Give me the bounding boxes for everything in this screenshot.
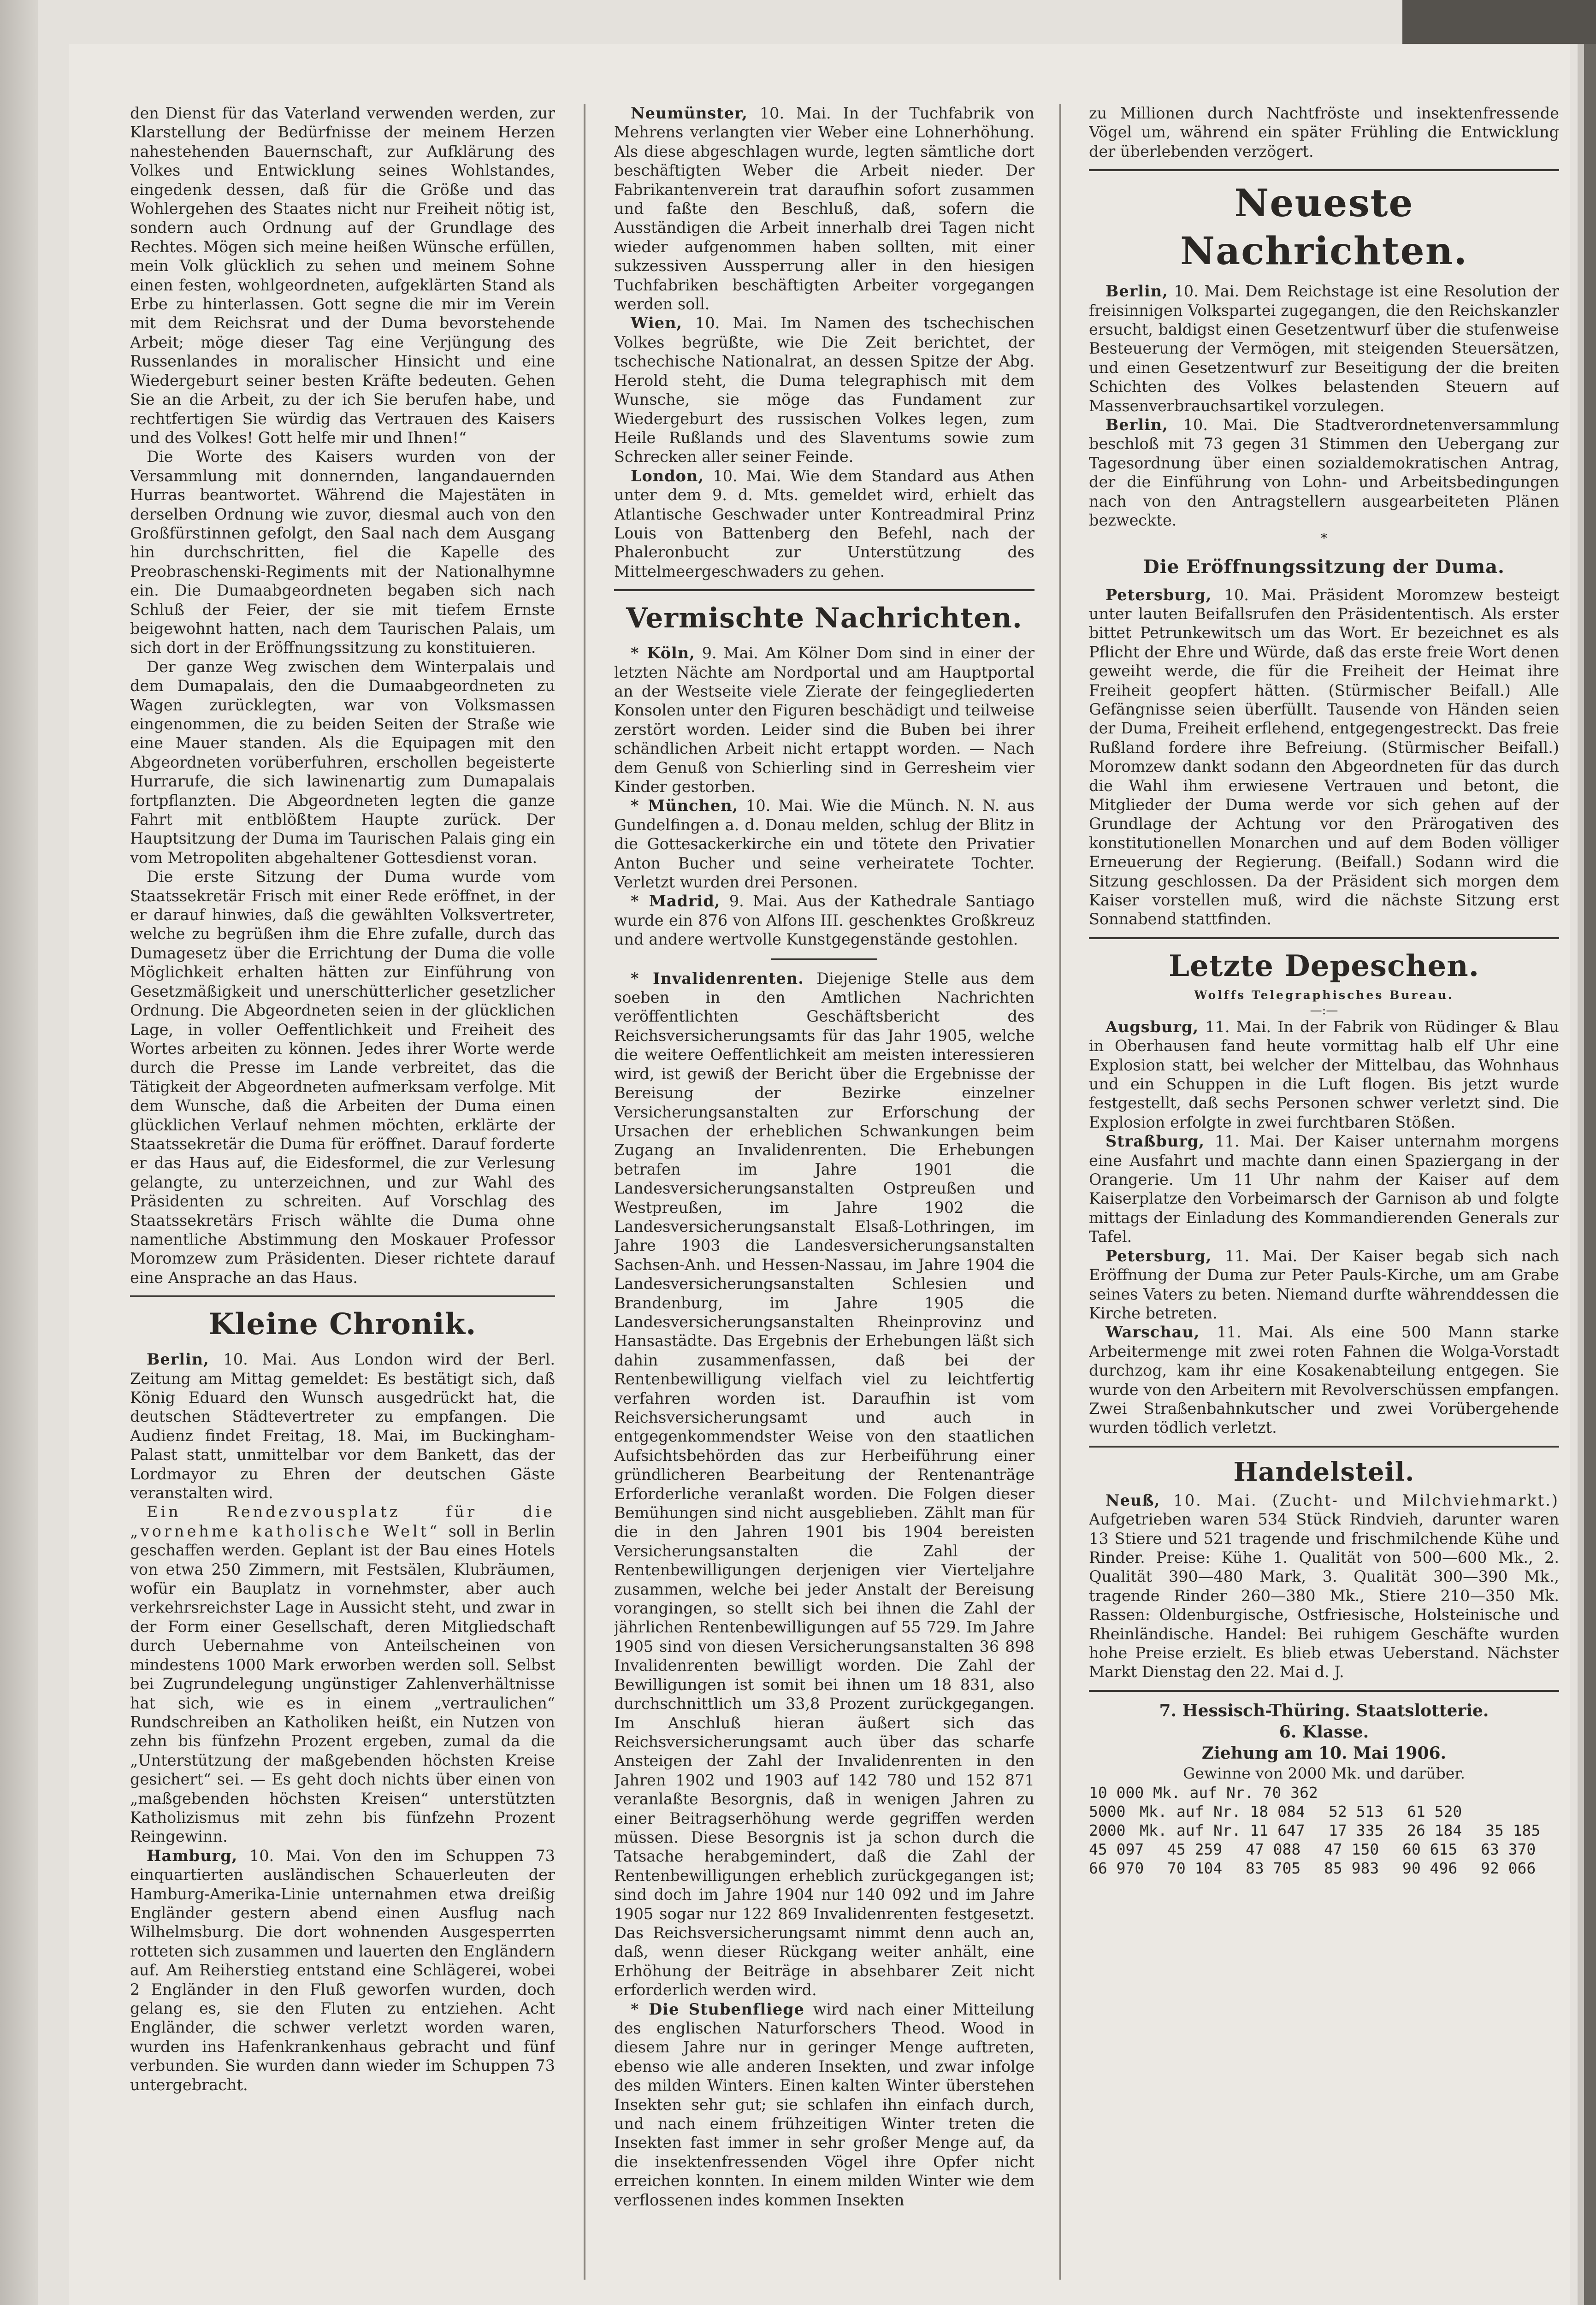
news-text: 10. Mai. Von den im Schuppen 73 einquartierten ausländischen Schauerleuten der Hamburg-Amerika-Linie unternahmen etwa dreißig Engländer gestern abend einen Ausflug nach Wilhelmsburg. Die dort wohnenden Ausgesperrten rotteten sich zusammen und lauerten den Engländern auf. Am Reiherstieg entstand eine Schlägerei, wobei 2 Engländer in den Fluß geworfen wurden, doch gelang es, sie den Fluten zu entziehen. Acht Engländer, die schwer verletzt worden waren, wurden ins Hafenkrankenhaus gebracht und fünf verbunden. Sie wurden dann wieder im Schuppen 73 untergebracht. xyxy=(130,1846,555,2094)
dateline: Warschau, xyxy=(1105,1323,1200,1342)
news-item xyxy=(1089,1017,1559,1132)
article-text: Die erste Sitzung der Duma wurde vom Staatssekretär Frisch mit einer Rede eröffnet, in der er darauf hinwies, daß die gewählten Volksvertreter, welche zu begrüßen ihm die Ehre zufalle, durch das Dumagesetz über die Errichtung der Duma die volle Möglichkeit erhalten hätten zur Einführung von Gesetzmäßigkeit und unerschütterlicher gesetzlicher Ordnung. Die Abgeordneten seien in der glücklichen Lage, in voller Oeffentlichkeit und Freiheit des Wortes arbeiten zu können. Jedes ihrer Worte werde durch die Presse im Lande verbreitet, das die Tätigkeit der Abgeordneten aufmerksam verfolge. Mit dem Wunsche, daß die Arbeiten der Duma einen glücklichen Verlauf nehmen möchten, erklärte der Staatssekretär die Duma für eröffnet. Darauf forderte er das Haus auf, die Eidesformel, die zur Verlesung gelangte, zu unterzeichnen, und zur Wahl des Präsidenten zu schreiten. Auf Vorschlag des Staatssekretärs Frisch wählte die Duma ohne namentliche Abstimmung den Moskauer Professor Moromzew zum Präsidenten. Dieser richtete darauf eine Ansprache an das Haus. xyxy=(130,868,555,1287)
article-text: Der ganze Weg zwischen dem Winterpalais und dem Dumapalais, den die Dumaabgeordneten zu Wagen zurücklegten, war von Volksmassen eingenommen, die zu beiden Seiten der Straße wie eine Mauer standen. Als die Equipagen mit den Abgeordneten vorüberfuhren, erschollen begeisterte Hurrarufe, die sich lawinenartig zum Dumapalais fortpflanzten. Die Abgeordneten legten die ganze Fahrt mit entblößtem Haupte zurück. Der Hauptsitzung der Duma im Taurischen Palais ging ein vom Metropoliten abgehaltener Gottesdienst voran. xyxy=(130,657,555,867)
news-text: 11. Mai. Der Kaiser begab sich nach Eröffnung der Duma zur Peter Pauls-Kirche, um am Grabe seines Vaters zu beten. Niemand durfte währenddessen die Kirche betreten. xyxy=(1089,1247,1559,1322)
lottery-cell: Mk. xyxy=(1140,1802,1167,1820)
lottery-cell: auf xyxy=(1176,1821,1204,1839)
column-rule-1 xyxy=(584,104,585,2280)
dateline: Wien, xyxy=(631,314,683,332)
lottery-draw-date: Ziehung am 10. Mai 1906. xyxy=(1201,1743,1447,1763)
scan-edge-left xyxy=(0,0,38,2305)
lottery-cell: 52 513 xyxy=(1329,1802,1384,1820)
news-text: 11. Mai. Als eine 500 Mann starke Arbeitermenge mit zwei roten Fahnen die Wolga-Vorstadt durchzog, kam ihr eine Kosakenabteilung entgegen. Sie wurde von den Arbeitern mit Revolverschüssen empfangen. Zwei Straßenbahnkutscher und zwei Vorübergehende wurden tödlich verletzt. xyxy=(1089,1323,1559,1437)
news-text: 10. Mai. Im Namen des tschechischen Volkes begrüßte, wie Die Zeit berichtet, der tschechische Nationalrat, an dessen Spitze der Abg. Herold steht, die Duma telegraphisch mit dem Wunsche, sie möge das Fundament zur Wiedergeburt des russischen Volkes legen, zum Heile Rußlands und des Slaventums sowie zum Schrecken aller seiner Feinde. xyxy=(614,314,1034,466)
news-item xyxy=(614,467,1034,581)
news-text: soll in Berlin geschaffen werden. Geplant ist der Bau eines Hotels von etwa 250 Zimmern, mit Festsälen, Klubräumen, wofür ein Bauplatz in vornehmster, aber auch verkehrsreichster Lage in Aussicht steht, und zwar in der Form einer Gesellschaft, deren Mitgliedschaft durch Uebernahme von Anteilscheinen von mindestens 1000 Mark erworben werden soll. Selbst bei Zugrundelegung ungünstiger Zahlenverhältnisse hat sich, wie es in einem „vertraulichen“ Rundschreiben an Katholiken heißt, ein Nutzen von zehn bis fünfzehn Prozent ergeben, zumal da die „Unterstützung der maßgebenden höchsten Kreise gesichert“ sei. — Es geht doch nichts über einen von „maßgebenden höchsten Kreisen“ unterstützten Katholizismus mit zehn bis fünfzehn Prozent Reingewinn. xyxy=(130,1522,555,1846)
lottery-cell: 66 970 xyxy=(1089,1859,1144,1877)
lottery-row xyxy=(1089,1783,1559,1802)
news-text: 10. Mai. Wie dem Standard aus Athen unter dem 9. d. Mts. gemeldet wird, erhielt das Atlantische Geschwader unter Kontreadmiral Prinz Louis von Battenberg den Befehl, nach der Phaleronbucht zur Unterstützung des Mittelmeergeschwaders zu gehen. xyxy=(614,467,1034,580)
news-text: 11. Mai. In der Fabrik von Rüdinger & Blau in Oberhausen fand heute vormittag halb elf Uhr eine Explosion statt, bei welcher der Mittelbau, das Wohnhaus und ein Schuppen in die Luft flogen. Bis jetzt wurde festgestellt, daß sechs Personen schwer verletzt sind. Die Explosion erfolgte in zwei furchtbaren Stößen. xyxy=(1089,1017,1559,1131)
dateline: Berlin, xyxy=(1105,282,1168,301)
news-item xyxy=(1089,1323,1559,1437)
dateline: * Köln, xyxy=(631,644,695,662)
lottery-cell: 60 615 xyxy=(1402,1840,1458,1858)
dateline: Augsburg, xyxy=(1105,1017,1199,1036)
news-item xyxy=(614,104,1034,313)
dateline: Petersburg, xyxy=(1105,585,1212,604)
news-item xyxy=(614,2000,1034,2210)
article-text: Die Worte des Kaisers wurden von der Versammlung mit donnernden, langandauernden Hurras beantwortet. Während die Majestäten in derselben Ordnung wie zuvor, diesmal auch von den Großfürstinnen gefolgt, den Saal nach dem Ausgang hin durchschritten, fiel die Kapelle des Preobraschenski-Regiments mit der Nationalhymne ein. Die Dumaabgeordneten begaben sich nach Schluß der Feier, der sie mit tiefem Ernste beigewohnt hatten, nach dem Taurischen Palais, um sich dort in der Eröffnungssitzung zu konstituieren. xyxy=(130,448,555,657)
section-heading-depeschen: Letzte Depeschen. xyxy=(1169,948,1479,983)
dateline: London, xyxy=(631,467,704,485)
news-item xyxy=(614,892,1034,949)
section-heading-kleine-chronik: Kleine Chronik. xyxy=(208,1307,477,1342)
column-3 xyxy=(1089,104,1559,2280)
star-separator: * xyxy=(1321,530,1327,546)
depeschen-source: Wolffs Telegraphisches Bureau. xyxy=(1194,988,1454,1002)
news-item xyxy=(130,1350,555,1502)
lottery-cell: 63 370 xyxy=(1481,1840,1536,1858)
lottery-cell: 92 066 xyxy=(1481,1859,1536,1877)
news-item xyxy=(1089,1247,1559,1323)
news-text: 10. Mai. In der Tuchfabrik von Mehrens verlangten vier Weber eine Lohnerhöhung. Als diese abgeschlagen wurde, legten sämtliche dort beschäftigten Weber die Arbeit nieder. Der Fabrikantenverein trat daraufhin sofort zusammen und faßte den Beschluß, daß, sofern die Ausständigen die Arbeit innerhalb drei Tagen nicht wieder aufgenommen haben sollten, mit einer sukzessiven Aussperrung aller in den hiesigen Tuchfabriken beschäftigten Arbeiter vorgegangen werden soll. xyxy=(614,104,1034,313)
lottery-row xyxy=(1089,1840,1559,1859)
dateline: Neuß, xyxy=(1105,1491,1160,1509)
section-rule xyxy=(1089,1446,1559,1448)
lottery-cell: Nr. 18 084 xyxy=(1213,1802,1305,1820)
news-item xyxy=(130,1502,555,1846)
lottery-cell: 83 705 xyxy=(1246,1859,1301,1877)
news-item xyxy=(1089,415,1559,530)
news-item xyxy=(130,1846,555,2094)
lottery-cell: 70 104 xyxy=(1167,1859,1223,1877)
lottery-class: 6. Klasse. xyxy=(1279,1722,1369,1742)
news-item xyxy=(1089,1132,1559,1246)
lottery-row xyxy=(1089,1821,1559,1840)
section-heading-vermischte: Vermischte Nachrichten. xyxy=(626,602,1023,635)
lottery-cell: auf xyxy=(1176,1802,1204,1820)
scan-corner xyxy=(1402,0,1596,44)
news-text: 10. Mai. Die Stadtverordnetenversammlung beschloß mit 73 gegen 31 Stimmen den Uebergang zur Tagesordnung über einen sozialdemokratischen Antrag, der die Einführung von Lohn- und Arbeitsbedingungen nach von den Antragstellern ausgearbeiteten Plänen bezweckte. xyxy=(1089,416,1559,530)
news-text: 10. Mai. Wie die Münch. N. N. aus Gundelfingen a. d. Donau melden, schlug der Blitz in die Gottesackerkirche ein und tötete den Privatier Anton Bucher und seine verheiratete Tochter. Verletzt wurden drei Personen. xyxy=(614,797,1034,892)
news-lead: * Die Stubenfliege xyxy=(631,2000,804,2018)
news-text: Aufgetrieben waren 534 Stück Rindvieh, darunter waren 13 Stiere und 521 tragende und frischmilchende Kühe und Rinder. Preise: Kühe 1. Qualität von 500—600 Mk., 2. Qualität 390—480 Mark, 3. Qualität 300—390 Mk., tragende Rinder 260—380 Mk., Stiere 210—350 Mk. Rassen: Oldenburgische, Ostfriesische, Holsteinische und Rheinländische. Handel: Bei ruhigem Geschäfte wurden hohe Preise erzielt. Es blieb etwas Ueberstand. Nächster Markt Dienstag den 22. Mai d. J. xyxy=(1089,1510,1559,1681)
news-text: 9. Mai. Am Kölner Dom sind in einer der letzten Nächte am Nordportal und am Hauptportal an der Westseite viele Zierate der feingegliederten Konsolen unter den Figuren beschädigt und teilweise zerstört worden. Leider sind die Buben bei ihrer schändlichen Arbeit nicht ertappt worden. — Nach dem Genuß von Schierling sind in Gerresheim vier Kinder gestorben. xyxy=(614,644,1034,796)
scan-edge-right xyxy=(1584,0,1596,2305)
dateline: Hamburg, xyxy=(147,1846,238,1865)
section-rule xyxy=(614,589,1034,591)
lottery-cell: 26 184 xyxy=(1407,1821,1462,1839)
column-1 xyxy=(130,104,555,2280)
lottery-row xyxy=(1089,1859,1559,1878)
column-rule-2 xyxy=(1059,104,1061,2280)
news-lead: Ein Rendezvousplatz für die „vornehme katholische Welt“ xyxy=(130,1503,555,1540)
lottery-cell: Mk. xyxy=(1140,1821,1167,1839)
news-text: Diejenige Stelle aus dem soeben in den Amtlichen Nachrichten veröffentlichten Geschäftsbericht des Reichsversicherungsamts für das Jahr 1905, welche die weitere Oeffentlichkeit am meisten interessieren wird, ist gewiß der Bericht über die Ergebnisse der Bereisung der Bezirke einzelner Versicherungsanstalten zur Erforschung der Ursachen der erheblichen Schwankungen beim Zugang an Invalidenrenten. Die Erhebungen betrafen im Jahre 1901 die Landesversicherungsanstalten Ostpreußen und Westpreußen, im Jahre 1902 die Landesversicherungsanstalt Elsaß-Lothringen, im Jahre 1903 die Landesversicherungsanstalten Sachsen-Anh. und Hessen-Nassau, im Jahre 1904 die Landesversicherungsanstalten Schlesien und Brandenburg, im Jahre 1905 die Landesversicherungsanstalten Rheinprovinz und Hansastädte. Das Ergebnis der Erhebungen läßt sich dahin zusammenfassen, daß bei der Rentenbewilligung vielfach viel zu leichtfertig verfahren worden ist. Daraufhin ist vom Reichsversicherungsamt und auch in entgegenkommendster Weise von den staatlichen Aufsichtsbehörden das zur Herbeiführung einer gründlicheren Bearbeitung der Rentenanträge Erforderliche veranlaßt worden. Die Folgen dieser Bemühungen sind nicht ausgeblieben. Zählt man für die in den Jahren 1901 bis 1904 bereisten Versicherungsanstalten die Zahl der Rentenbewilligungen derjenigen vier Vierteljahre zusammen, welche bei jeder Anstalt der Bereisung vorangingen, so stellt sich bei ihnen die Zahl der jährlichen Rentenbewilligungen auf 55 729. Im Jahre 1905 sind von diesen Versicherungsanstalten 36 898 Invalidenrenten bewilligt worden. Die Zahl der Bewilligungen ist somit bei ihnen um 18 831, also durchschnittlich um 33,8 Prozent zurückgegangen. Im Anschluß hieran äußert sich das Reichsversicherungsamt auch über das scharfe Ansteigen der Zahl der Invalidenrenten in den Jahren 1902 und 1903 auf 142 780 und 152 871 veranlaßte Besorgnis, daß in wenigen Jahren zu einer Beitragserhöhung werde gegriffen werden müssen. Diese Besorgnis ist ja schon durch die Tatsache herabgemindert, daß die Zahl der Rentenbewilligungen erheblich zurückgegangen ist; sind doch im Jahre 1904 nur 140 092 und im Jahre 1905 sogar nur 122 869 Invalidenrenten festgesetzt. Das Reichsversicherungsamt nimmt denn auch an, daß, wenn dieser Rückgang weiter anhält, eine Erhöhung der Beiträge in absehbarer Zeit nicht erforderlich werden wird. xyxy=(614,969,1034,1999)
news-item xyxy=(614,969,1034,2000)
news-item xyxy=(614,313,1034,466)
news-text: 10. Mai. Aus London wird der Berl. Zeitung am Mittag gemeldet: Es bestätigt sich, daß König Eduard den Wunsch ausgedrückt hat, die deutschen Städtevertreter zu empfangen. Die Audienz findet Freitag, 18. Mai, im Buckingham-Palast statt, unmittelbar vor dem Bankett, das der Lordmayor zu Ehren der deutschen Gäste veranstalten wird. xyxy=(130,1350,555,1502)
news-text: 11. Mai. Der Kaiser unternahm morgens eine Ausfahrt und machte dann einen Spaziergang in der Orangerie. Um 11 Uhr nahm der Kaiser auf dem Kaiserplatze den Vorbeimarsch der Garnison ab und folgte mittags der Einladung des Kommandierenden Generals zur Tafel. xyxy=(1089,1132,1559,1246)
lottery-cell: 61 520 xyxy=(1407,1802,1462,1820)
column-2 xyxy=(614,104,1034,2280)
lottery-cell: 45 259 xyxy=(1167,1840,1223,1858)
lottery-cell: Nr. 11 647 xyxy=(1213,1821,1305,1839)
section-rule xyxy=(1089,1690,1559,1692)
lottery-title: 7. Hessisch-Thüring. Staatslotterie. xyxy=(1159,1701,1489,1720)
lottery-cell: 47 150 xyxy=(1324,1840,1379,1858)
short-rule xyxy=(771,958,877,960)
news-item xyxy=(1089,585,1559,929)
lottery-cell: 45 097 xyxy=(1089,1840,1144,1858)
news-lead: 10. Mai. (Zucht- und Milchviehmarkt.) xyxy=(1173,1491,1559,1509)
dateline: Berlin, xyxy=(147,1350,209,1369)
subheading-eroeffnung: Die Eröffnungssitzung der Duma. xyxy=(1143,556,1505,578)
section-rule xyxy=(130,1295,555,1297)
lottery-cell: 35 185 xyxy=(1485,1821,1541,1839)
news-lead: * Invalidenrenten. xyxy=(631,969,804,987)
news-item xyxy=(614,796,1034,892)
depeschen-separator: —:— xyxy=(1310,1003,1338,1017)
lottery-cell: 10 000 Mk. auf Nr. 70 362 xyxy=(1089,1783,1318,1802)
dateline: Berlin, xyxy=(1105,416,1168,434)
lottery-cell: 2000 xyxy=(1089,1821,1126,1839)
news-text: 10. Mai. Dem Reichstage ist eine Resolution der freisinnigen Volkspartei zugegangen, die den Reichskanzler ersucht, baldigst einen Gesetzentwurf über die stufenweise Besteuerung der Vermögen, mit steigenden Steuersätzen, und einen Gesetzentwurf zur Beseitigung der die breiten Schichten des Volkes belastenden Steuern auf Massenverbrauchsartikel vorzulegen. xyxy=(1089,282,1559,415)
section-heading-handelsteil: Handelsteil. xyxy=(1233,1456,1415,1487)
news-item xyxy=(614,644,1034,796)
news-text: 9. Mai. Aus der Kathedrale Santiago wurde ein 876 von Alfons III. geschenktes Großkreuz und andere wertvolle Kunstgegenstände gestohlen. xyxy=(614,892,1034,949)
dateline: Straßburg, xyxy=(1105,1132,1205,1151)
news-text: wird nach einer Mitteilung des englischen Naturforschers Theod. Wood in diesem Jahre nur in geringer Menge auftreten, ebenso wie alle anderen Insekten, und zwar infolge des milden Winters. Einen kalten Winter überstehen Insekten sehr gut; sie schlafen ihn einfach durch, und nach einem frühzeitigen Winter treten die Insekten fast immer in sehr großer Menge auf, da die insektenfressenden Vögel ihre Opfer nicht erreichen konnten. In einem milden Winter wie dem verflossenen indes kommen Insekten xyxy=(614,2000,1034,2209)
scan-edge-right-inner xyxy=(1578,0,1584,2305)
article-text: den Dienst für das Vaterland verwenden werden, zur Klarstellung der Bedürfnisse der meinem Herzen nahestehenden Bauernschaft, zur Aufklärung des Volkes und Entwicklung seines Wohlstandes, eingedenk dessen, daß für die Größe und das Wohlergehen des Staates nicht nur Freiheit nötig ist, sondern auch Ordnung auf der Grundlage des Rechtes. Mögen sich meine heißen Wünsche erfüllen, mein Volk glücklich zu sehen und meinem Sohne einen festen, wohlgeordneten, aufgeklärten Stand als Erbe zu hinterlassen. Gott segne die mir im Verein mit dem Reichsrat und der Duma bevorstehende Arbeit; möge dieser Tag eine Verjüngung des Russenlandes in moralischer Hinsicht und eine Wiedergeburt seiner besten Kräfte bedeuten. Gehen Sie an die Arbeit, zu der ich Sie berufen habe, und rechtfertigen Sie würdig das Vertrauen des Kaisers und des Volkes! Gott helfe mir und Ihnen!“ xyxy=(130,104,555,447)
section-rule xyxy=(1089,937,1559,939)
lottery-cell: 47 088 xyxy=(1246,1840,1301,1858)
lottery-cell: 17 335 xyxy=(1329,1821,1384,1839)
lottery-cell: 85 983 xyxy=(1324,1859,1379,1877)
section-rule xyxy=(1089,169,1559,171)
news-item xyxy=(1089,282,1559,415)
lottery-cell: 90 496 xyxy=(1402,1859,1458,1877)
news-text: 10. Mai. Präsident Moromzew besteigt unter lauten Beifallsrufen den Präsidententisch. Als erster bittet Petrunkewitsch um das Wort. Er bezeichnet es als Pflicht der Ehre und Würde, daß das erste freie Wort denen geweiht werde, die für die Freiheit der Heimat ihre Freiheit geopfert hätten. (Stürmischer Beifall.) Alle Gefängnisse seien überfüllt. Tausende von Händen seien der Duma, Freiheit erflehend, entgegengestreckt. Das freie Rußland fordere ihre Befreiung. (Stürmischer Beifall.) Moromzew dankt sodann den Abgeordneten für das durch die Wahl ihm erwiesene Vertrauen und betont, die Mitglieder der Duma werde vor sich gehen auf der Grundlage der Achtung vor den Prärogativen des konstitutionellen Monarchen und auf dem Boden völliger Erneuerung der Regierung. (Beifall.) Sodann wird die Sitzung geschlossen. Da der Präsident sich morgen dem Kaiser vorstellen muß, wird die nächste Sitzung erst Sonnabend stattfinden. xyxy=(1089,585,1559,928)
dateline: * Madrid, xyxy=(631,892,721,910)
dateline: Petersburg, xyxy=(1105,1247,1212,1265)
lottery-row xyxy=(1089,1802,1559,1821)
article-text: zu Millionen durch Nachtfröste und insektenfressende Vögel um, während ein später Frühling die Entwicklung der überlebenden verzögert. xyxy=(1089,104,1559,160)
lottery-note: Gewinne von 2000 Mk. und darüber. xyxy=(1183,1764,1465,1782)
lottery-cell: 5000 xyxy=(1089,1802,1126,1820)
lottery-table xyxy=(1089,1783,1559,1878)
section-heading-neueste: Neueste Nachrichten. xyxy=(1180,181,1468,274)
dateline: * München, xyxy=(631,797,739,815)
dateline: Neumünster, xyxy=(631,104,748,122)
news-item xyxy=(1089,1491,1559,1682)
